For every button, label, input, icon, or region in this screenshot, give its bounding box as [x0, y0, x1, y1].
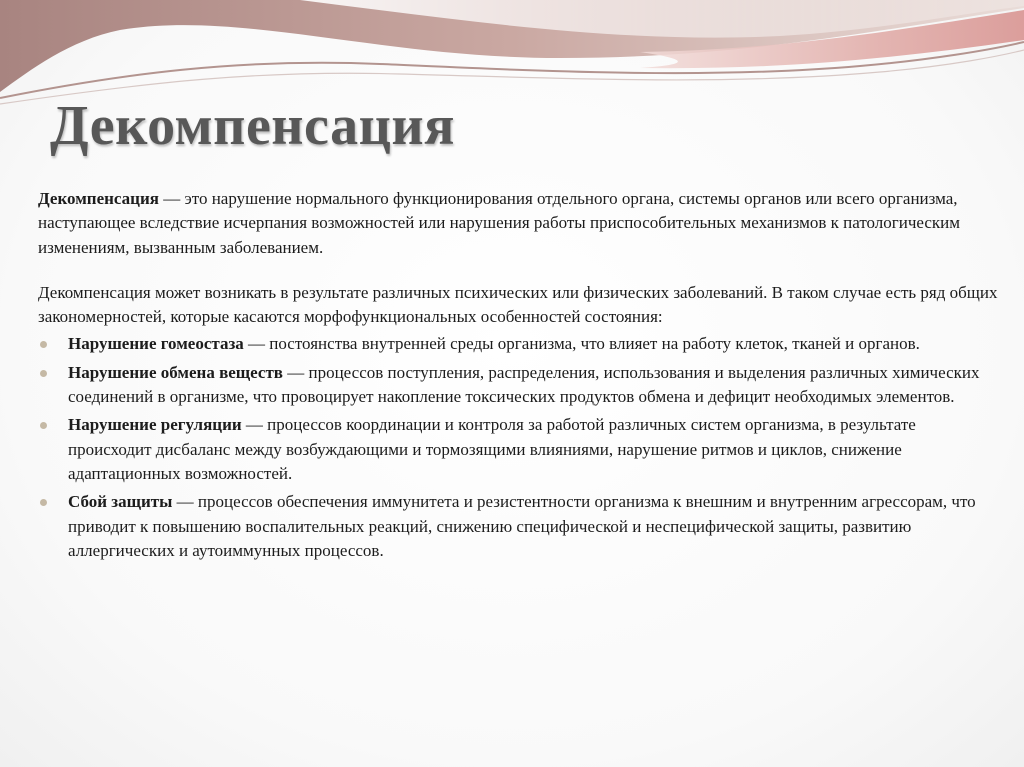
list-item [38, 332, 998, 356]
bullet-dot-icon [40, 422, 47, 429]
definition-term: Декомпенсация [38, 189, 159, 208]
definition-text: — это нарушение нормального функционирования отдельного органа, системы органов или всего организма, наступающее вследствие исчерпания возможностей или нарушения работы приспособительных механизмов к патологическим изменениям, вызванным заболеванием. [38, 189, 961, 257]
bullet-list [38, 332, 998, 563]
list-item [38, 413, 998, 486]
list-item [38, 490, 998, 563]
bullet-dot-icon [40, 370, 47, 377]
list-item-term: Сбой защиты [68, 492, 173, 512]
list-item-text: — постоянства внутренней среды организма, что влияет на работу клеток, тканей и органов. [243, 334, 920, 354]
list-item-text: — процессов обеспечения иммунитета и резистентности организма к внешним и внутренним агрессорам, что приводит к повышению воспалительных реакций, снижению специфической и неспецифической защиты, развитию аллергических и аутоиммунных процессов. [68, 492, 976, 560]
list-item-term: Нарушение гомеостаза [68, 334, 244, 354]
slide-content [38, 187, 998, 567]
list-item-term: Нарушение обмена веществ [68, 362, 283, 382]
slide-title: Декомпенсация [50, 95, 455, 157]
list-item-text: — процессов координации и контроля за работой различных систем организма, в результате происходит дисбаланс между возбуждающими и тормозящими влияниями, нарушение ритмов и циклов, снижение адаптационных возможностей. [68, 415, 916, 483]
intro-paragraph: Декомпенсация может возникать в результате различных психических или физических заболеваний. В таком случае есть ряд общих закономерностей, которые касаются морфофункциональных особенностей состояния: [38, 282, 998, 327]
bullet-dot-icon [40, 499, 47, 506]
definition-paragraph [38, 187, 998, 260]
list-item-term: Нарушение регуляции [68, 415, 242, 435]
bullet-dot-icon [40, 341, 47, 348]
list-item-text: — процессов поступления, распределения, использования и выделения различных химических соединений в организме, что провоцирует накопление токсических продуктов обмена и дефицит необходимых элементов. [68, 362, 980, 407]
list-item [38, 361, 998, 410]
